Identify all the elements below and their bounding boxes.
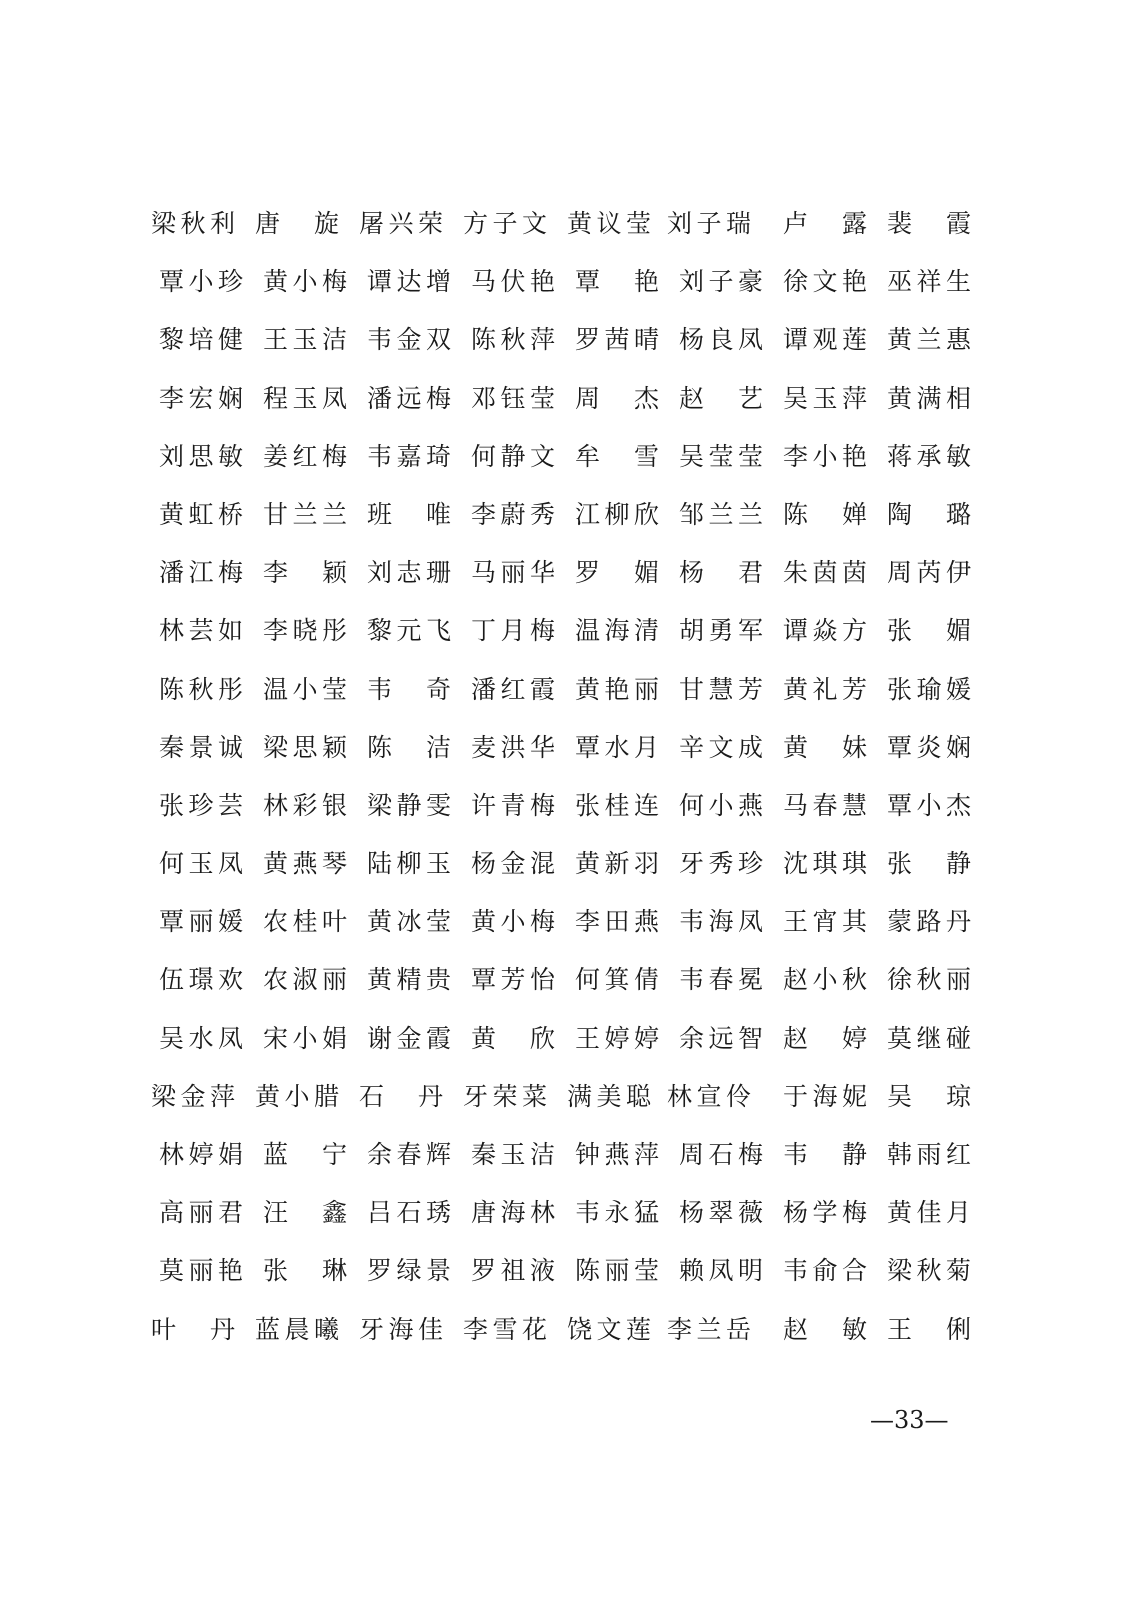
name-entry: 卢 露: [782, 209, 867, 238]
name-entry: 李 兰 岳: [666, 1314, 751, 1344]
name-entry: 赵 婷: [782, 1023, 867, 1053]
name-entry: 黄 妹: [782, 732, 867, 762]
name-entry: 汪 鑫: [262, 1198, 347, 1228]
name-entry: 杨 君: [678, 558, 763, 588]
name-entry: 牙 秀 珍: [678, 849, 763, 879]
name-entry: 农 桂 叶: [262, 907, 347, 937]
name-entry: 黄 满 相: [886, 383, 971, 413]
name-entry: 徐 文 艳: [782, 267, 867, 297]
page-number: —33—: [870, 1406, 949, 1434]
name-entry: 蒙 路 丹: [886, 907, 971, 937]
name-entry: 覃 丽 媛: [158, 907, 243, 937]
name-row: [152, 782, 992, 840]
name-entry: 黄 虹 桥: [158, 499, 243, 529]
name-entry: 谢 金 霞: [366, 1023, 451, 1053]
name-entry: 陈 秋 彤: [158, 674, 243, 704]
name-row: [152, 375, 992, 433]
name-entry: 赵 小 秋: [782, 965, 867, 995]
name-entry: 班 唯: [366, 499, 451, 529]
name-entry: 牟 雪: [574, 441, 659, 471]
name-entry: 甘 兰 兰: [262, 499, 347, 529]
name-entry: 王 婷 婷: [574, 1023, 659, 1053]
name-entry: 赖 凤 明: [678, 1256, 763, 1286]
name-entry: 余 远 智: [678, 1023, 763, 1053]
name-entry: 黄 佳 月: [886, 1198, 971, 1228]
name-entry: 黄 小 梅: [470, 907, 555, 937]
name-entry: 黄 欣: [470, 1023, 555, 1053]
name-row: [152, 840, 992, 898]
name-entry: 罗 媚: [574, 558, 659, 588]
name-entry: 何 小 燕: [678, 790, 763, 820]
name-entry: 陈 洁: [366, 732, 451, 762]
name-entry: 韩 雨 红: [886, 1140, 971, 1169]
name-entry: 丁 月 梅: [470, 616, 555, 646]
name-row: [152, 1073, 992, 1131]
name-entry: 梁 金 萍: [150, 1081, 235, 1111]
name-entry: 屠 兴 荣: [358, 209, 443, 238]
name-entry: 陈 丽 莹: [574, 1256, 659, 1286]
name-entry: 甘 慧 芳: [678, 674, 763, 704]
name-entry: 梁 秋 菊: [886, 1256, 971, 1286]
name-entry: 叶 丹: [150, 1314, 235, 1344]
name-entry: 潘 红 霞: [470, 674, 555, 704]
name-entry: 马 丽 华: [470, 558, 555, 588]
name-entry: 邹 兰 兰: [678, 499, 763, 529]
name-entry: 温 小 莹: [262, 674, 347, 704]
name-entry: 黄 议 莹: [566, 209, 651, 238]
name-entry: 徐 秋 丽: [886, 965, 971, 995]
name-entry: 于 海 妮: [782, 1081, 867, 1111]
name-entry: 张 珍 芸: [158, 790, 243, 820]
name-entry: 牙 海 佳: [358, 1314, 443, 1344]
name-entry: 谭 观 莲: [782, 325, 867, 355]
name-entry: 秦 景 诚: [158, 732, 243, 762]
name-entry: 王 宵 其: [782, 907, 867, 937]
name-entry: 石 丹: [358, 1081, 443, 1111]
name-entry: 黎 培 健: [158, 325, 243, 355]
name-entry: 方 子 文: [462, 209, 547, 238]
name-entry: 覃 水 月: [574, 732, 659, 762]
name-entry: 张 瑜 媛: [886, 674, 971, 704]
name-entry: 满 美 聪: [566, 1081, 651, 1111]
name-entry: 张 静: [886, 849, 971, 879]
name-row: [152, 200, 992, 258]
name-entry: 黄 精 贵: [366, 965, 451, 995]
name-entry: 黄 小 梅: [262, 267, 347, 297]
name-entry: 梁 静 雯: [366, 790, 451, 820]
name-entry: 吕 石 琇: [366, 1198, 451, 1228]
name-entry: 李 田 燕: [574, 907, 659, 937]
name-entry: 李 晓 彤: [262, 616, 347, 646]
name-entry: 莫 丽 艳: [158, 1256, 243, 1286]
name-entry: 辛 文 成: [678, 732, 763, 762]
name-entry: 马 春 慧: [782, 790, 867, 820]
name-list: [152, 200, 992, 1364]
name-entry: 杨 良 凤: [678, 325, 763, 355]
name-entry: 钟 燕 萍: [574, 1140, 659, 1169]
name-entry: 江 柳 欣: [574, 499, 659, 529]
name-entry: 蓝 宁: [262, 1140, 347, 1169]
name-entry: 李 蔚 秀: [470, 499, 555, 529]
name-entry: 李 宏 娴: [158, 383, 243, 413]
name-row: [152, 433, 992, 491]
name-entry: 唐 旋: [254, 209, 339, 238]
name-entry: 潘 远 梅: [366, 383, 451, 413]
name-entry: 莫 继 碰: [886, 1023, 971, 1053]
name-entry: 杨 金 混: [470, 849, 555, 879]
name-entry: 杨 学 梅: [782, 1198, 867, 1228]
name-entry: 刘 子 瑞: [666, 209, 751, 238]
name-row: [152, 724, 992, 782]
name-entry: 黎 元 飞: [366, 616, 451, 646]
name-entry: 程 玉 凤: [262, 383, 347, 413]
name-entry: 何 静 文: [470, 441, 555, 471]
name-entry: 罗 祖 液: [470, 1256, 555, 1286]
name-entry: 黄 兰 惠: [886, 325, 971, 355]
name-entry: 朱 茵 茵: [782, 558, 867, 588]
name-entry: 李 雪 花: [462, 1314, 547, 1344]
name-entry: 吴 莹 莹: [678, 441, 763, 471]
name-row: [152, 549, 992, 607]
name-entry: 农 淑 丽: [262, 965, 347, 995]
name-entry: 牙 荣 菜: [462, 1081, 547, 1111]
name-entry: 张 桂 连: [574, 790, 659, 820]
name-entry: 胡 勇 军: [678, 616, 763, 646]
name-entry: 唐 海 林: [470, 1198, 555, 1228]
name-entry: 覃 小 珍: [158, 267, 243, 297]
name-entry: 杨 翠 薇: [678, 1198, 763, 1228]
name-entry: 韦 俞 合: [782, 1256, 867, 1286]
name-entry: 沈 琪 琪: [782, 849, 867, 879]
name-entry: 张 媚: [886, 616, 971, 646]
name-entry: 陈 秋 萍: [470, 325, 555, 355]
name-row: [152, 1131, 992, 1189]
name-entry: 张 琳: [262, 1256, 347, 1286]
name-entry: 覃 艳: [574, 267, 659, 297]
name-entry: 林 彩 银: [262, 790, 347, 820]
name-entry: 麦 洪 华: [470, 732, 555, 762]
name-entry: 周 芮 伊: [886, 558, 971, 588]
name-entry: 韦 嘉 琦: [366, 441, 451, 471]
name-row: [152, 1189, 992, 1247]
name-entry: 赵 敏: [782, 1314, 867, 1344]
name-entry: 陆 柳 玉: [366, 849, 451, 879]
name-entry: 裴 霞: [886, 209, 971, 238]
name-entry: 潘 江 梅: [158, 558, 243, 588]
name-entry: 秦 玉 洁: [470, 1140, 555, 1169]
name-row: [152, 607, 992, 665]
name-entry: 韦 海 凤: [678, 907, 763, 937]
name-entry: 王 玉 洁: [262, 325, 347, 355]
name-entry: 蒋 承 敏: [886, 441, 971, 471]
name-row: [152, 491, 992, 549]
name-row: [152, 666, 992, 724]
name-entry: 黄 新 羽: [574, 849, 659, 879]
name-entry: 黄 燕 琴: [262, 849, 347, 879]
name-entry: 罗 茜 晴: [574, 325, 659, 355]
name-entry: 黄 小 腊: [254, 1081, 339, 1111]
name-entry: 林 婷 娟: [158, 1140, 243, 1169]
name-entry: 林 宣 伶: [666, 1081, 751, 1111]
name-entry: 刘 思 敏: [158, 441, 243, 471]
name-row: [152, 258, 992, 316]
name-entry: 覃 炎 娴: [886, 732, 971, 762]
name-entry: 周 杰: [574, 383, 659, 413]
name-row: [152, 1015, 992, 1073]
name-entry: 黄 艳 丽: [574, 674, 659, 704]
name-entry: 李 小 艳: [782, 441, 867, 471]
name-entry: 马 伏 艳: [470, 267, 555, 297]
name-entry: 陈 婵: [782, 499, 867, 529]
name-entry: 吴 水 凤: [158, 1023, 243, 1053]
name-entry: 宋 小 娟: [262, 1023, 347, 1053]
name-entry: 蓝 晨 曦: [254, 1314, 339, 1344]
name-row: [152, 316, 992, 374]
name-entry: 韦 永 猛: [574, 1198, 659, 1228]
name-entry: 高 丽 君: [158, 1198, 243, 1228]
name-entry: 邓 钰 莹: [470, 383, 555, 413]
name-row: [152, 1247, 992, 1305]
name-entry: 余 春 辉: [366, 1140, 451, 1169]
name-entry: 李 颖: [262, 558, 347, 588]
name-entry: 周 石 梅: [678, 1140, 763, 1169]
name-entry: 谭 达 增: [366, 267, 451, 297]
name-entry: 谭 焱 方: [782, 616, 867, 646]
name-entry: 梁 秋 利: [150, 209, 235, 238]
name-entry: 覃 小 杰: [886, 790, 971, 820]
name-entry: 王 俐: [886, 1314, 971, 1344]
name-row: [152, 898, 992, 956]
name-entry: 黄 礼 芳: [782, 674, 867, 704]
name-entry: 何 玉 凤: [158, 849, 243, 879]
name-entry: 罗 绿 景: [366, 1256, 451, 1286]
name-entry: 刘 子 豪: [678, 267, 763, 297]
name-entry: 何 箕 倩: [574, 965, 659, 995]
name-entry: 刘 志 珊: [366, 558, 451, 588]
name-entry: 温 海 清: [574, 616, 659, 646]
name-entry: 韦 春 冕: [678, 965, 763, 995]
name-entry: 伍 璟 欢: [158, 965, 243, 995]
name-entry: 韦 静: [782, 1140, 867, 1169]
name-entry: 梁 思 颖: [262, 732, 347, 762]
name-entry: 陶 璐: [886, 499, 971, 529]
name-entry: 赵 艺: [678, 383, 763, 413]
name-entry: 林 芸 如: [158, 616, 243, 646]
name-entry: 黄 冰 莹: [366, 907, 451, 937]
name-entry: 吴 琼: [886, 1081, 971, 1111]
name-entry: 覃 芳 怡: [470, 965, 555, 995]
name-entry: 许 青 梅: [470, 790, 555, 820]
name-entry: 姜 红 梅: [262, 441, 347, 471]
name-entry: 巫 祥 生: [886, 267, 971, 297]
name-entry: 吴 玉 萍: [782, 383, 867, 413]
name-row: [152, 956, 992, 1014]
name-entry: 韦 奇: [366, 674, 451, 704]
name-entry: 韦 金 双: [366, 325, 451, 355]
name-entry: 饶 文 莲: [566, 1314, 651, 1344]
name-row: [152, 1306, 992, 1364]
